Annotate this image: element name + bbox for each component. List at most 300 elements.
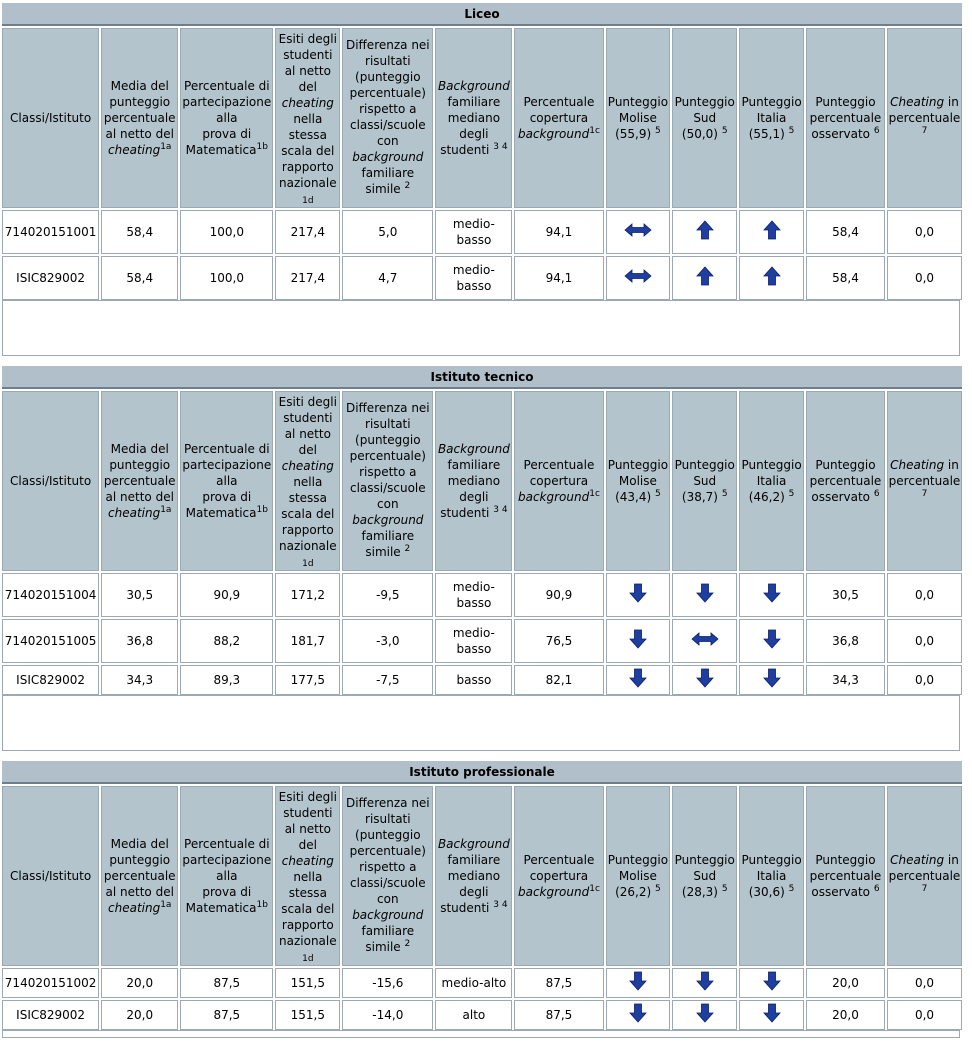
col-header-esiti (275, 28, 340, 208)
header-text: Punteggio (741, 458, 802, 472)
cell-value: 82,1 (545, 673, 573, 687)
section-spacer (2, 1030, 960, 1038)
col-header-media (101, 786, 178, 966)
footnote-ref: 1b (256, 505, 268, 515)
header-text: partecipazione (182, 853, 272, 867)
arrow-down-icon (758, 1003, 786, 1023)
header-text: Matematica (185, 901, 257, 915)
arrow-down-icon (691, 971, 719, 991)
arrow-down-icon (691, 668, 719, 688)
cell-background (435, 619, 512, 663)
header-text: Molise (618, 111, 657, 125)
cell-differenza (342, 256, 433, 300)
cell-value: 94,1 (545, 271, 573, 285)
header-text: percentuale (809, 111, 882, 125)
header-text: cheating (108, 901, 161, 915)
cell-osservato (806, 256, 885, 300)
arrow-down-icon (624, 971, 652, 991)
cell-value: 714020151004 (4, 588, 97, 602)
header-text: partecipazione (182, 95, 272, 109)
footnote-ref: 1b (256, 900, 268, 910)
header-text: cheating (281, 459, 334, 473)
header-text: (punteggio (355, 433, 421, 447)
header-text: degli (459, 127, 489, 141)
footnote-ref: 6 (873, 884, 880, 894)
header-text: simile (365, 940, 401, 954)
header-text: Classi/Istituto (10, 111, 92, 125)
cell-partecipazione (180, 210, 273, 254)
header-text: studenti (440, 901, 490, 915)
header-text: copertura (529, 111, 589, 125)
footnote-ref: 2 (404, 544, 411, 554)
header-text: rapporto (281, 523, 334, 537)
header-text: nazionale (279, 934, 337, 948)
cell-value: basso (456, 642, 492, 656)
header-text: Sud (693, 869, 717, 883)
cell-italia (739, 665, 804, 695)
cell-osservato (806, 665, 885, 695)
header-text: scala del (281, 507, 335, 521)
cell-media (101, 210, 178, 254)
cell-esiti (275, 256, 340, 300)
cell-classi (2, 1000, 99, 1030)
header-text: stessa (288, 128, 327, 142)
header-text: del (298, 80, 317, 94)
footnote-ref: 7 (921, 884, 928, 894)
header-text: degli (459, 490, 489, 504)
header-text: Molise (618, 474, 657, 488)
cell-value: -14,0 (372, 1008, 404, 1022)
header-text: scala del (281, 902, 335, 916)
header-row (2, 391, 962, 571)
cell-media (101, 968, 178, 998)
header-text: background (517, 885, 590, 899)
header-text: nazionale (279, 539, 337, 553)
header-text: Punteggio (815, 853, 876, 867)
header-text: Classi/Istituto (10, 869, 92, 883)
cell-background (435, 665, 512, 695)
header-text: Punteggio (741, 853, 802, 867)
header-text: Molise (618, 869, 657, 883)
header-text: Esiti degli (278, 395, 337, 409)
header-text: Percentuale (523, 853, 595, 867)
cell-classi (2, 968, 99, 998)
table-row (2, 968, 962, 998)
cell-value: medio- (452, 263, 495, 277)
cell-value: 58,4 (832, 225, 859, 239)
header-text: studenti (283, 411, 333, 425)
header-text: Punteggio (607, 458, 669, 472)
footnote-ref: 1d (302, 559, 314, 569)
footnote-ref: 6 (873, 489, 880, 499)
col-header-molise (606, 786, 671, 966)
arrow-down-icon (691, 1003, 719, 1023)
header-text: cheating (281, 854, 334, 868)
header-text: Media del (110, 442, 169, 456)
cell-partecipazione (180, 619, 273, 663)
header-text: risultati (365, 812, 411, 826)
header-text: familiare (447, 458, 501, 472)
results-table (0, 784, 964, 1032)
cell-value: 0,0 (914, 588, 935, 602)
header-text: classi/scuole (349, 876, 426, 890)
header-text: simile (365, 545, 401, 559)
footnote-ref: 3 4 (493, 505, 508, 515)
cell-classi (2, 665, 99, 695)
footnote-ref: 5 (655, 489, 661, 499)
header-text: Classi/Istituto (10, 474, 92, 488)
col-header-partecipazione (180, 391, 273, 571)
cell-value: 87,5 (213, 1008, 241, 1022)
cell-value: 87,5 (545, 976, 573, 990)
header-text: in (944, 458, 959, 472)
arrow-down-icon (758, 668, 786, 688)
col-header-molise (606, 28, 671, 208)
arrow-down-icon (624, 668, 652, 688)
cell-value: medio- (452, 580, 495, 594)
col-header-osservato (806, 391, 885, 571)
header-text: al netto (284, 427, 331, 441)
footnote-ref: 1d (302, 196, 314, 206)
header-text: (28,3) (681, 885, 718, 899)
header-text: alla (216, 474, 238, 488)
header-text: rispetto a (359, 860, 417, 874)
cell-esiti (275, 573, 340, 617)
header-text: studenti (283, 806, 333, 820)
cell-partecipazione (180, 665, 273, 695)
cell-molise (606, 619, 671, 663)
table-row (2, 619, 962, 663)
header-text: (38,7) (681, 490, 718, 504)
header-text: alla (216, 869, 238, 883)
footnote-ref: 1c (589, 126, 600, 136)
footnote-ref: 5 (788, 884, 795, 894)
cell-value: 714020151001 (4, 225, 97, 239)
cell-molise (606, 256, 671, 300)
footnote-ref: 5 (788, 126, 795, 136)
header-text: al netto del (105, 490, 174, 504)
header-text: background (352, 908, 424, 922)
col-header-osservato (806, 28, 885, 208)
col-header-differenza (342, 391, 433, 571)
footnote-ref: 5 (788, 489, 795, 499)
header-text: Percentuale (523, 95, 595, 109)
footnote-ref: 3 4 (493, 900, 508, 910)
cell-value: ISIC829002 (16, 271, 86, 285)
header-text: Punteggio (607, 95, 669, 109)
cell-sud (672, 665, 737, 695)
cell-value: 58,4 (126, 271, 154, 285)
cell-background (435, 1000, 512, 1030)
header-text: Differenza nei (345, 38, 430, 52)
header-text: al netto (284, 822, 331, 836)
col-header-classi (2, 391, 99, 571)
header-text: (30,6) (748, 885, 785, 899)
col-header-partecipazione (180, 786, 273, 966)
header-text: punteggio (109, 95, 171, 109)
header-text: punteggio (109, 853, 171, 867)
header-text: nella (293, 112, 323, 126)
arrow-left-right-icon (624, 266, 652, 286)
header-text: rapporto (281, 918, 334, 932)
header-text: Sud (693, 111, 717, 125)
header-text: percentuale (888, 474, 961, 488)
header-text: Percentuale di (184, 79, 270, 93)
cell-value: 0,0 (914, 271, 935, 285)
cell-value: 94,1 (545, 225, 573, 239)
cell-osservato (806, 210, 885, 254)
header-text: Italia (756, 111, 787, 125)
cell-value: -7,5 (376, 673, 400, 687)
header-text: del (298, 443, 317, 457)
cell-value: 34,3 (832, 673, 859, 687)
header-text: percentuale (809, 474, 882, 488)
header-text: partecipazione (182, 458, 272, 472)
cell-sud (672, 210, 737, 254)
cell-cheating (887, 573, 962, 617)
header-text: (punteggio (355, 828, 421, 842)
header-text: copertura (529, 869, 589, 883)
cell-media (101, 573, 178, 617)
header-text: percentuale (888, 869, 961, 883)
header-text: con (377, 497, 399, 511)
header-text: Background (437, 837, 510, 851)
cell-partecipazione (180, 1000, 273, 1030)
header-text: mediano (447, 474, 501, 488)
table-row (2, 573, 962, 617)
cell-value: 20,0 (832, 976, 859, 990)
header-text: Differenza nei (345, 401, 430, 415)
header-text: Percentuale di (184, 442, 270, 456)
cell-differenza (342, 619, 433, 663)
cell-value: 151,5 (290, 976, 325, 990)
cell-differenza (342, 210, 433, 254)
header-text: in (944, 95, 959, 109)
cell-value: 0,0 (914, 673, 935, 687)
cell-value: 177,5 (290, 673, 325, 687)
cell-value: 181,7 (290, 634, 325, 648)
header-text: (46,2) (748, 490, 785, 504)
header-text: risultati (365, 54, 411, 68)
footnote-ref: 1d (302, 954, 314, 964)
header-text: percentuale (103, 869, 176, 883)
cell-molise (606, 665, 671, 695)
cell-value: 87,5 (545, 1008, 573, 1022)
arrow-up-icon (691, 266, 719, 286)
results-table (0, 389, 964, 697)
cell-value: 5,0 (378, 225, 398, 239)
header-text: (punteggio (355, 70, 421, 84)
cell-differenza (342, 1000, 433, 1030)
cell-molise (606, 1000, 671, 1030)
col-header-differenza (342, 28, 433, 208)
col-header-background (435, 786, 512, 966)
header-text: osservato (811, 127, 871, 141)
cell-value: 100,0 (209, 225, 244, 239)
section-spacer (2, 695, 960, 751)
header-text: rispetto a (359, 465, 417, 479)
header-text: Media del (110, 79, 169, 93)
header-text: al netto del (105, 127, 174, 141)
header-text: Cheating (890, 458, 945, 472)
header-text: Esiti degli (278, 790, 337, 804)
header-text: Punteggio (674, 853, 735, 867)
cell-value: 0,0 (914, 976, 935, 990)
cell-cheating (887, 210, 962, 254)
header-text: Percentuale di (184, 837, 270, 851)
cell-background (435, 573, 512, 617)
col-header-copertura (514, 391, 603, 571)
arrow-down-icon (758, 971, 786, 991)
cell-value: 76,5 (545, 634, 573, 648)
cell-differenza (342, 665, 433, 695)
header-text: al netto (284, 64, 331, 78)
header-text: cheating (108, 143, 161, 157)
header-text: background (352, 513, 424, 527)
header-text: familiare (361, 166, 415, 180)
arrow-up-icon (758, 220, 786, 240)
header-text: familiare (361, 924, 415, 938)
cell-classi (2, 210, 99, 254)
header-text: studenti (283, 48, 333, 62)
cell-copertura (514, 256, 603, 300)
cell-molise (606, 210, 671, 254)
cell-osservato (806, 1000, 885, 1030)
cell-differenza (342, 968, 433, 998)
cell-value: 58,4 (126, 225, 154, 239)
header-text: simile (365, 182, 401, 196)
header-text: stessa (288, 886, 327, 900)
header-text: Italia (756, 869, 787, 883)
cell-value: medio- (452, 217, 495, 231)
header-text: classi/scuole (349, 118, 426, 132)
cell-italia (739, 619, 804, 663)
col-header-osservato (806, 786, 885, 966)
header-text: Media del (110, 837, 169, 851)
cell-value: 30,5 (126, 588, 154, 602)
header-text: Italia (756, 474, 787, 488)
cell-value: ISIC829002 (16, 1008, 86, 1022)
header-text: rispetto a (359, 102, 417, 116)
header-text: (55,9) (615, 127, 652, 141)
cell-italia (739, 968, 804, 998)
cell-media (101, 665, 178, 695)
cell-cheating (887, 665, 962, 695)
cell-value: 100,0 (209, 271, 244, 285)
cell-cheating (887, 968, 962, 998)
footnote-ref: 5 (655, 126, 661, 136)
col-header-cheating (887, 28, 962, 208)
cell-background (435, 968, 512, 998)
cell-differenza (342, 573, 433, 617)
header-text: Background (437, 79, 510, 93)
header-text: osservato (811, 490, 871, 504)
cell-osservato (806, 968, 885, 998)
header-text: Punteggio (815, 458, 876, 472)
header-text: del (298, 838, 317, 852)
header-text: nazionale (279, 176, 337, 190)
col-header-esiti (275, 786, 340, 966)
col-header-classi (2, 28, 99, 208)
cell-value: 30,5 (832, 588, 859, 602)
cell-value: 171,2 (290, 588, 325, 602)
cell-osservato (806, 573, 885, 617)
cell-esiti (275, 619, 340, 663)
header-text: percentuale (103, 111, 176, 125)
section-title: Istituto tecnico (2, 366, 962, 389)
cell-sud (672, 573, 737, 617)
cell-copertura (514, 968, 603, 998)
cell-value: 90,9 (213, 588, 241, 602)
cell-cheating (887, 256, 962, 300)
cell-media (101, 619, 178, 663)
footnote-ref: 1a (160, 900, 172, 910)
header-text: background (517, 127, 590, 141)
header-text: Cheating (890, 95, 945, 109)
cell-sud (672, 619, 737, 663)
header-text: background (517, 490, 590, 504)
header-text: familiare (447, 853, 501, 867)
footnote-ref: 3 4 (493, 142, 508, 152)
cell-esiti (275, 665, 340, 695)
header-text: mediano (447, 111, 501, 125)
cell-value: 58,4 (832, 271, 859, 285)
col-header-copertura (514, 786, 603, 966)
header-text: alla (216, 111, 238, 125)
cell-value: basso (456, 596, 492, 610)
cell-osservato (806, 619, 885, 663)
header-text: cheating (281, 96, 334, 110)
cell-italia (739, 256, 804, 300)
col-header-media (101, 391, 178, 571)
col-header-cheating (887, 786, 962, 966)
cell-classi (2, 573, 99, 617)
header-text: scala del (281, 144, 335, 158)
col-header-media (101, 28, 178, 208)
col-header-italia (739, 391, 804, 571)
header-text: Background (437, 442, 510, 456)
results-table (0, 26, 964, 302)
header-text: risultati (365, 417, 411, 431)
col-header-esiti (275, 391, 340, 571)
col-header-sud (672, 391, 737, 571)
header-text: copertura (529, 474, 589, 488)
cell-value: alto (462, 1008, 486, 1022)
cell-value: 20,0 (126, 1008, 154, 1022)
cell-value: medio- (452, 626, 495, 640)
header-text: familiare (361, 529, 415, 543)
arrow-up-icon (758, 266, 786, 286)
arrow-down-icon (758, 583, 786, 603)
cell-sud (672, 968, 737, 998)
cell-value: 87,5 (213, 976, 241, 990)
cell-value: medio-alto (441, 976, 507, 990)
header-text: nella (293, 870, 323, 884)
header-text: Punteggio (674, 95, 735, 109)
col-header-molise (606, 391, 671, 571)
cell-classi (2, 256, 99, 300)
col-header-italia (739, 28, 804, 208)
cell-copertura (514, 665, 603, 695)
cell-esiti (275, 1000, 340, 1030)
cell-value: 20,0 (126, 976, 154, 990)
cell-value: 90,9 (545, 588, 573, 602)
footnote-ref: 5 (721, 126, 728, 136)
col-header-partecipazione (180, 28, 273, 208)
cell-molise (606, 573, 671, 617)
header-text: familiare (447, 95, 501, 109)
cell-esiti (275, 968, 340, 998)
